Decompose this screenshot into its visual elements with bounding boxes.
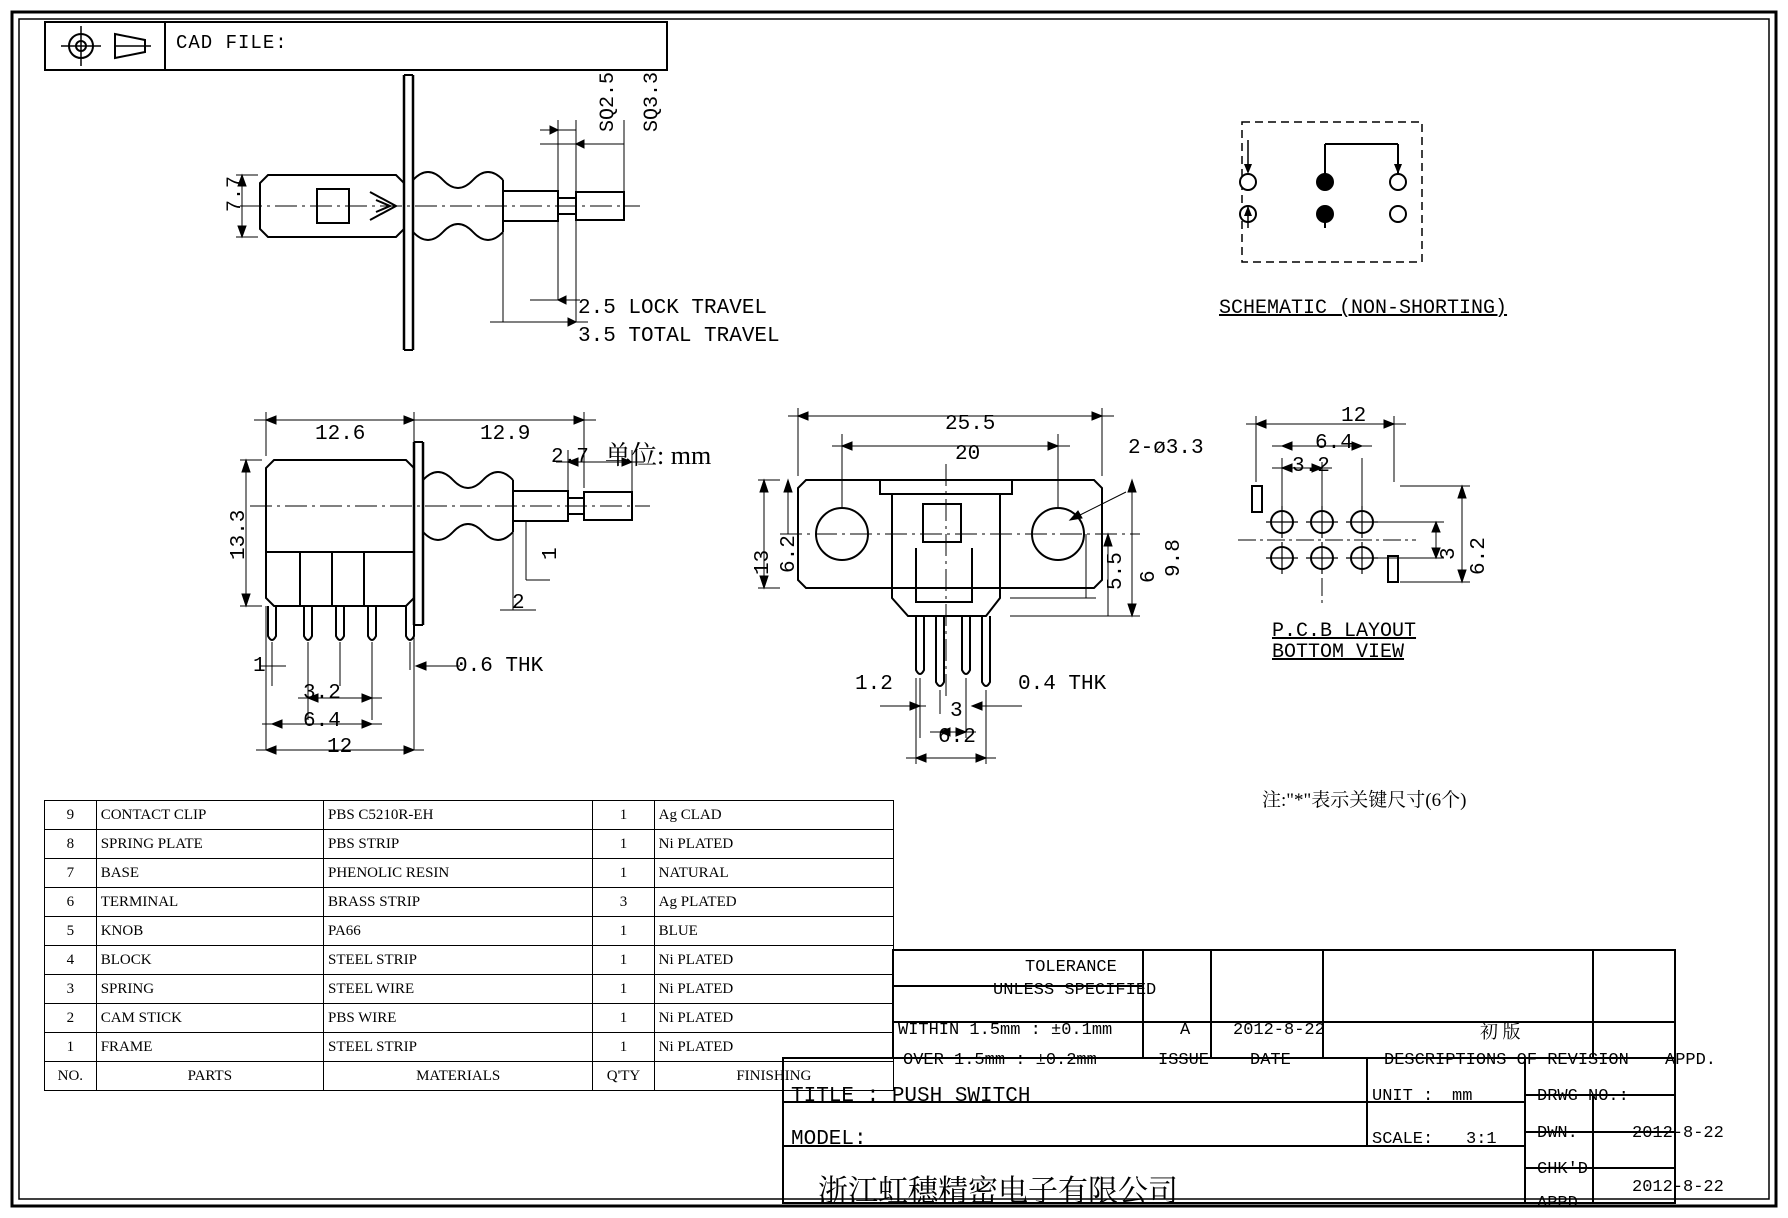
- dim-0-6-thk: 0.6 THK: [455, 655, 544, 678]
- unit-value: mm: [1452, 1087, 1473, 1106]
- dim-6-4: 6.4: [303, 710, 341, 733]
- front-view-drawing: [740, 420, 1260, 820]
- table-row: [45, 888, 894, 917]
- dim-13: 13: [752, 549, 775, 575]
- bom-cell-finishing: NATURAL: [654, 859, 893, 888]
- dim-total-travel: 3.5 TOTAL TRAVEL: [578, 325, 780, 348]
- pcb-dim-3: 3: [1438, 547, 1461, 560]
- dim-1: 1: [253, 655, 266, 678]
- bom-cell-parts: BASE: [96, 859, 323, 888]
- dim-5-5: 5.5: [1105, 552, 1128, 590]
- bom-cell-no: 1: [45, 1033, 97, 1062]
- table-row: [45, 830, 894, 859]
- table-row: [45, 946, 894, 975]
- table-row: [45, 1004, 894, 1033]
- appd-date: 2012-8-22: [1632, 1178, 1724, 1197]
- dim-1-vert: 1: [540, 547, 563, 560]
- bom-cell-parts: SPRING PLATE: [96, 830, 323, 859]
- revision-desc-label: DESCRIPTIONS OF REVISION: [1384, 1051, 1629, 1070]
- bom-cell-no: 2: [45, 1004, 97, 1033]
- bom-cell-no: 6: [45, 888, 97, 917]
- dim-7-7: 7.7: [224, 175, 247, 212]
- unit-label: UNIT :: [1372, 1087, 1434, 1106]
- dim-2-7: 2.7: [551, 446, 589, 469]
- table-row: [45, 859, 894, 888]
- scale-label: SCALE:: [1372, 1130, 1434, 1149]
- bom-header-finishing: FINISHING: [654, 1062, 893, 1091]
- pcb-layout-drawing: [1230, 410, 1590, 710]
- dim-sq3-3: SQ3.3: [641, 71, 664, 132]
- bom-cell-finishing: Ni PLATED: [654, 975, 893, 1004]
- bom-cell-materials: PBS C5210R-EH: [323, 801, 592, 830]
- dwn-date: 2012-8-22: [1632, 1124, 1724, 1143]
- bom-cell-parts: KNOB: [96, 917, 323, 946]
- bom-cell-parts: CONTACT CLIP: [96, 801, 323, 830]
- schematic-title: SCHEMATIC (NON-SHORTING): [1219, 297, 1508, 320]
- bom-cell-materials: STEEL STRIP: [323, 1033, 592, 1062]
- issue-label: ISSUE: [1158, 1051, 1210, 1070]
- pcb-dim-6-4: 6.4: [1315, 432, 1353, 455]
- bom-header-no: NO.: [45, 1062, 97, 1091]
- tolerance-over: OVER 1.5mm : ±0.2mm: [903, 1051, 1097, 1070]
- dim-lock-travel: 2.5 LOCK TRAVEL: [578, 297, 768, 320]
- bom-cell-qty: 1: [593, 975, 654, 1004]
- table-row: [45, 917, 894, 946]
- dim-3: 3: [950, 700, 963, 723]
- scale-value: 3:1: [1466, 1130, 1497, 1149]
- table-row: [45, 1033, 894, 1062]
- bom-cell-no: 9: [45, 801, 97, 830]
- bom-cell-finishing: Ag CLAD: [654, 801, 893, 830]
- dim-9-8: 9.8: [1163, 539, 1186, 577]
- bom-cell-finishing: Ag PLATED: [654, 888, 893, 917]
- dim-12-6: 12.6: [315, 423, 366, 446]
- table-row: [45, 801, 894, 830]
- pcb-layout-title-2: BOTTOM VIEW: [1272, 641, 1405, 664]
- bom-cell-finishing: Ni PLATED: [654, 1004, 893, 1033]
- dim-0-4-thk: 0.4 THK: [1018, 673, 1107, 696]
- revision-date: 2012-8-22: [1233, 1021, 1325, 1040]
- tolerance-within: WITHIN 1.5mm : ±0.1mm: [898, 1021, 1113, 1040]
- bom-cell-finishing: BLUE: [654, 917, 893, 946]
- revision-description: 初 版: [1480, 1022, 1521, 1042]
- bom-cell-qty: 3: [593, 888, 654, 917]
- pcb-layout-title-1: P.C.B LAYOUT: [1272, 620, 1417, 643]
- bom-cell-materials: STEEL STRIP: [323, 946, 592, 975]
- bom-cell-no: 4: [45, 946, 97, 975]
- dim-sq2-5: SQ2.5: [597, 71, 620, 132]
- bom-cell-materials: PA66: [323, 917, 592, 946]
- dim-12-9: 12.9: [480, 423, 531, 446]
- dim-2-hole-3-3: 2-ø3.3: [1128, 437, 1204, 460]
- table-row: [45, 975, 894, 1004]
- bom-cell-qty: 1: [593, 1004, 654, 1033]
- bom-cell-parts: FRAME: [96, 1033, 323, 1062]
- bom-cell-parts: TERMINAL: [96, 888, 323, 917]
- drawing-title: TITLE : PUSH SWITCH: [791, 1085, 1031, 1108]
- bom-cell-parts: BLOCK: [96, 946, 323, 975]
- dim-6-2-left: 6.2: [778, 535, 801, 573]
- bom-header-qty: Q'TY: [593, 1062, 654, 1091]
- bom-cell-no: 5: [45, 917, 97, 946]
- bom-cell-finishing: Ni PLATED: [654, 946, 893, 975]
- bom-cell-qty: 1: [593, 946, 654, 975]
- bom-header-parts: PARTS: [96, 1062, 323, 1091]
- tolerance-label-2: UNLESS SPECIFIED: [993, 981, 1157, 1000]
- appd-label: APPD.: [1665, 1051, 1717, 1070]
- dim-6-2-bottom: 6.2: [938, 726, 976, 749]
- drwg-no-label: DRWG NO.:: [1537, 1087, 1629, 1106]
- dim-20: 20: [955, 443, 981, 466]
- bom-cell-no: 3: [45, 975, 97, 1004]
- side-view-drawing: [210, 420, 830, 810]
- date-label: DATE: [1250, 1051, 1291, 1070]
- dim-2-vert: 2: [512, 592, 525, 615]
- bom-cell-materials: BRASS STRIP: [323, 888, 592, 917]
- dim-3-2: 3.2: [303, 682, 341, 705]
- bom-cell-qty: 1: [593, 917, 654, 946]
- pcb-dim-6-2: 6.2: [1468, 537, 1491, 575]
- bom-cell-no: 7: [45, 859, 97, 888]
- dim-13-3: 13.3: [228, 509, 251, 560]
- bom-cell-parts: CAM STICK: [96, 1004, 323, 1033]
- bom-cell-materials: STEEL WIRE: [323, 975, 592, 1004]
- table-header-row: [45, 1062, 894, 1091]
- bom-cell-materials: PBS WIRE: [323, 1004, 592, 1033]
- bom-cell-materials: PHENOLIC RESIN: [323, 859, 592, 888]
- revision-issue: A: [1180, 1021, 1191, 1040]
- company-name: 浙江虹穗精密电子有限公司: [818, 1175, 1178, 1208]
- dim-12: 12: [327, 736, 353, 759]
- bom-cell-parts: SPRING: [96, 975, 323, 1004]
- bom-header-materials: MATERIALS: [323, 1062, 592, 1091]
- chkd-label: CHK'D: [1537, 1160, 1589, 1179]
- dwn-label: DWN.: [1537, 1124, 1578, 1143]
- pcb-dim-12: 12: [1341, 405, 1367, 428]
- key-dimension-note: 注:"*"表示关键尺寸(6个): [1262, 790, 1467, 811]
- bom-cell-no: 8: [45, 830, 97, 859]
- dim-25-5: 25.5: [945, 413, 996, 436]
- dim-1-2: 1.2: [855, 673, 893, 696]
- bom-cell-qty: 1: [593, 801, 654, 830]
- bom-cell-qty: 1: [593, 859, 654, 888]
- appd2-label: APPD.: [1537, 1194, 1589, 1213]
- bom-cell-finishing: Ni PLATED: [654, 1033, 893, 1062]
- model-label: MODEL:: [791, 1128, 867, 1151]
- cad-file-label: CAD FILE:: [176, 32, 288, 54]
- bom-cell-materials: PBS STRIP: [323, 830, 592, 859]
- unit-note: 单位: mm: [605, 441, 712, 470]
- bom-cell-finishing: Ni PLATED: [654, 830, 893, 859]
- dim-6: 6: [1138, 570, 1161, 583]
- bom-cell-qty: 1: [593, 1033, 654, 1062]
- pcb-dim-3-2: 3.2: [1292, 455, 1330, 478]
- bom-table: [44, 800, 894, 1091]
- tolerance-label-1: TOLERANCE: [1025, 958, 1117, 977]
- bom-cell-qty: 1: [593, 830, 654, 859]
